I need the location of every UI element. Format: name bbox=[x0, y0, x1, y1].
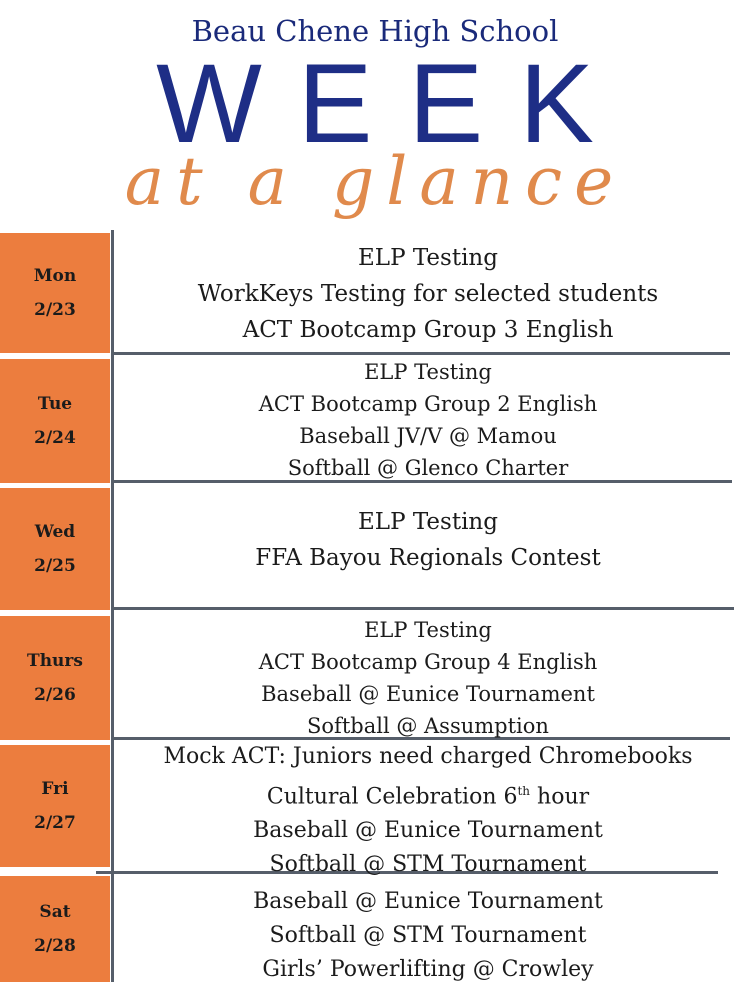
day-name: Sat bbox=[39, 902, 71, 922]
event-item: WorkKeys Testing for selected students bbox=[197, 281, 659, 307]
event-item: Softball @ Glenco Charter bbox=[287, 456, 569, 480]
event-item: ELP Testing bbox=[364, 618, 492, 642]
event-item: FFA Bayou Regionals Contest bbox=[255, 545, 601, 571]
at-a-glance-subtitle: at a glance bbox=[124, 143, 626, 220]
day-mon bbox=[0, 233, 110, 353]
event-item: Baseball @ Eunice Tournament bbox=[253, 889, 603, 914]
day-name: Wed bbox=[34, 522, 76, 542]
day-name: Thurs bbox=[27, 651, 83, 671]
day-name: Mon bbox=[33, 266, 77, 286]
event-item: ACT Bootcamp Group 3 English bbox=[242, 317, 614, 343]
day-date: 2/28 bbox=[34, 936, 76, 956]
event-item: ACT Bootcamp Group 4 English bbox=[258, 650, 598, 674]
events-tue bbox=[114, 356, 742, 484]
day-date: 2/26 bbox=[34, 685, 76, 705]
event-item: Softball @ Assumption bbox=[307, 714, 549, 738]
event-item: ELP Testing bbox=[364, 360, 492, 384]
event-item: Baseball @ Eunice Tournament bbox=[253, 818, 603, 844]
event-item bbox=[114, 774, 742, 814]
day-name: Tue bbox=[37, 394, 73, 414]
event-text: Cultural Celebration 6 bbox=[266, 784, 518, 810]
event-item: Mock ACT: Juniors need charged Chromebooks bbox=[163, 744, 693, 769]
row-divider bbox=[111, 352, 730, 355]
event-text: hour bbox=[530, 784, 590, 810]
day-wed bbox=[0, 488, 110, 610]
event-item: ACT Bootcamp Group 2 English bbox=[258, 392, 598, 416]
event-item: Girls’ Powerlifting @ Crowley bbox=[262, 957, 594, 982]
day-thurs bbox=[0, 616, 110, 740]
day-date: 2/24 bbox=[34, 428, 76, 448]
event-item: Baseball @ Eunice Tournament bbox=[261, 682, 595, 706]
events-wed bbox=[114, 504, 742, 576]
school-name: Beau Chene High School bbox=[191, 14, 559, 48]
event-item: Softball @ STM Tournament bbox=[269, 923, 587, 948]
day-fri bbox=[0, 745, 110, 867]
event-item: Softball @ STM Tournament bbox=[269, 852, 587, 878]
week-title: WEEK bbox=[156, 41, 630, 166]
event-item: Baseball JV/V @ Mamou bbox=[299, 424, 557, 448]
events-thurs bbox=[114, 614, 742, 742]
day-date: 2/23 bbox=[34, 300, 76, 320]
events-mon bbox=[114, 240, 742, 348]
day-date: 2/27 bbox=[34, 813, 76, 833]
events-sat bbox=[114, 885, 742, 987]
day-name: Fri bbox=[41, 779, 69, 799]
day-tue bbox=[0, 359, 110, 483]
ordinal-suffix: th bbox=[517, 784, 531, 798]
row-divider bbox=[111, 607, 734, 610]
day-sat bbox=[0, 876, 110, 982]
event-item: ELP Testing bbox=[358, 509, 498, 535]
events-fri bbox=[114, 740, 742, 882]
event-item: ELP Testing bbox=[358, 245, 498, 271]
day-date: 2/25 bbox=[34, 556, 76, 576]
